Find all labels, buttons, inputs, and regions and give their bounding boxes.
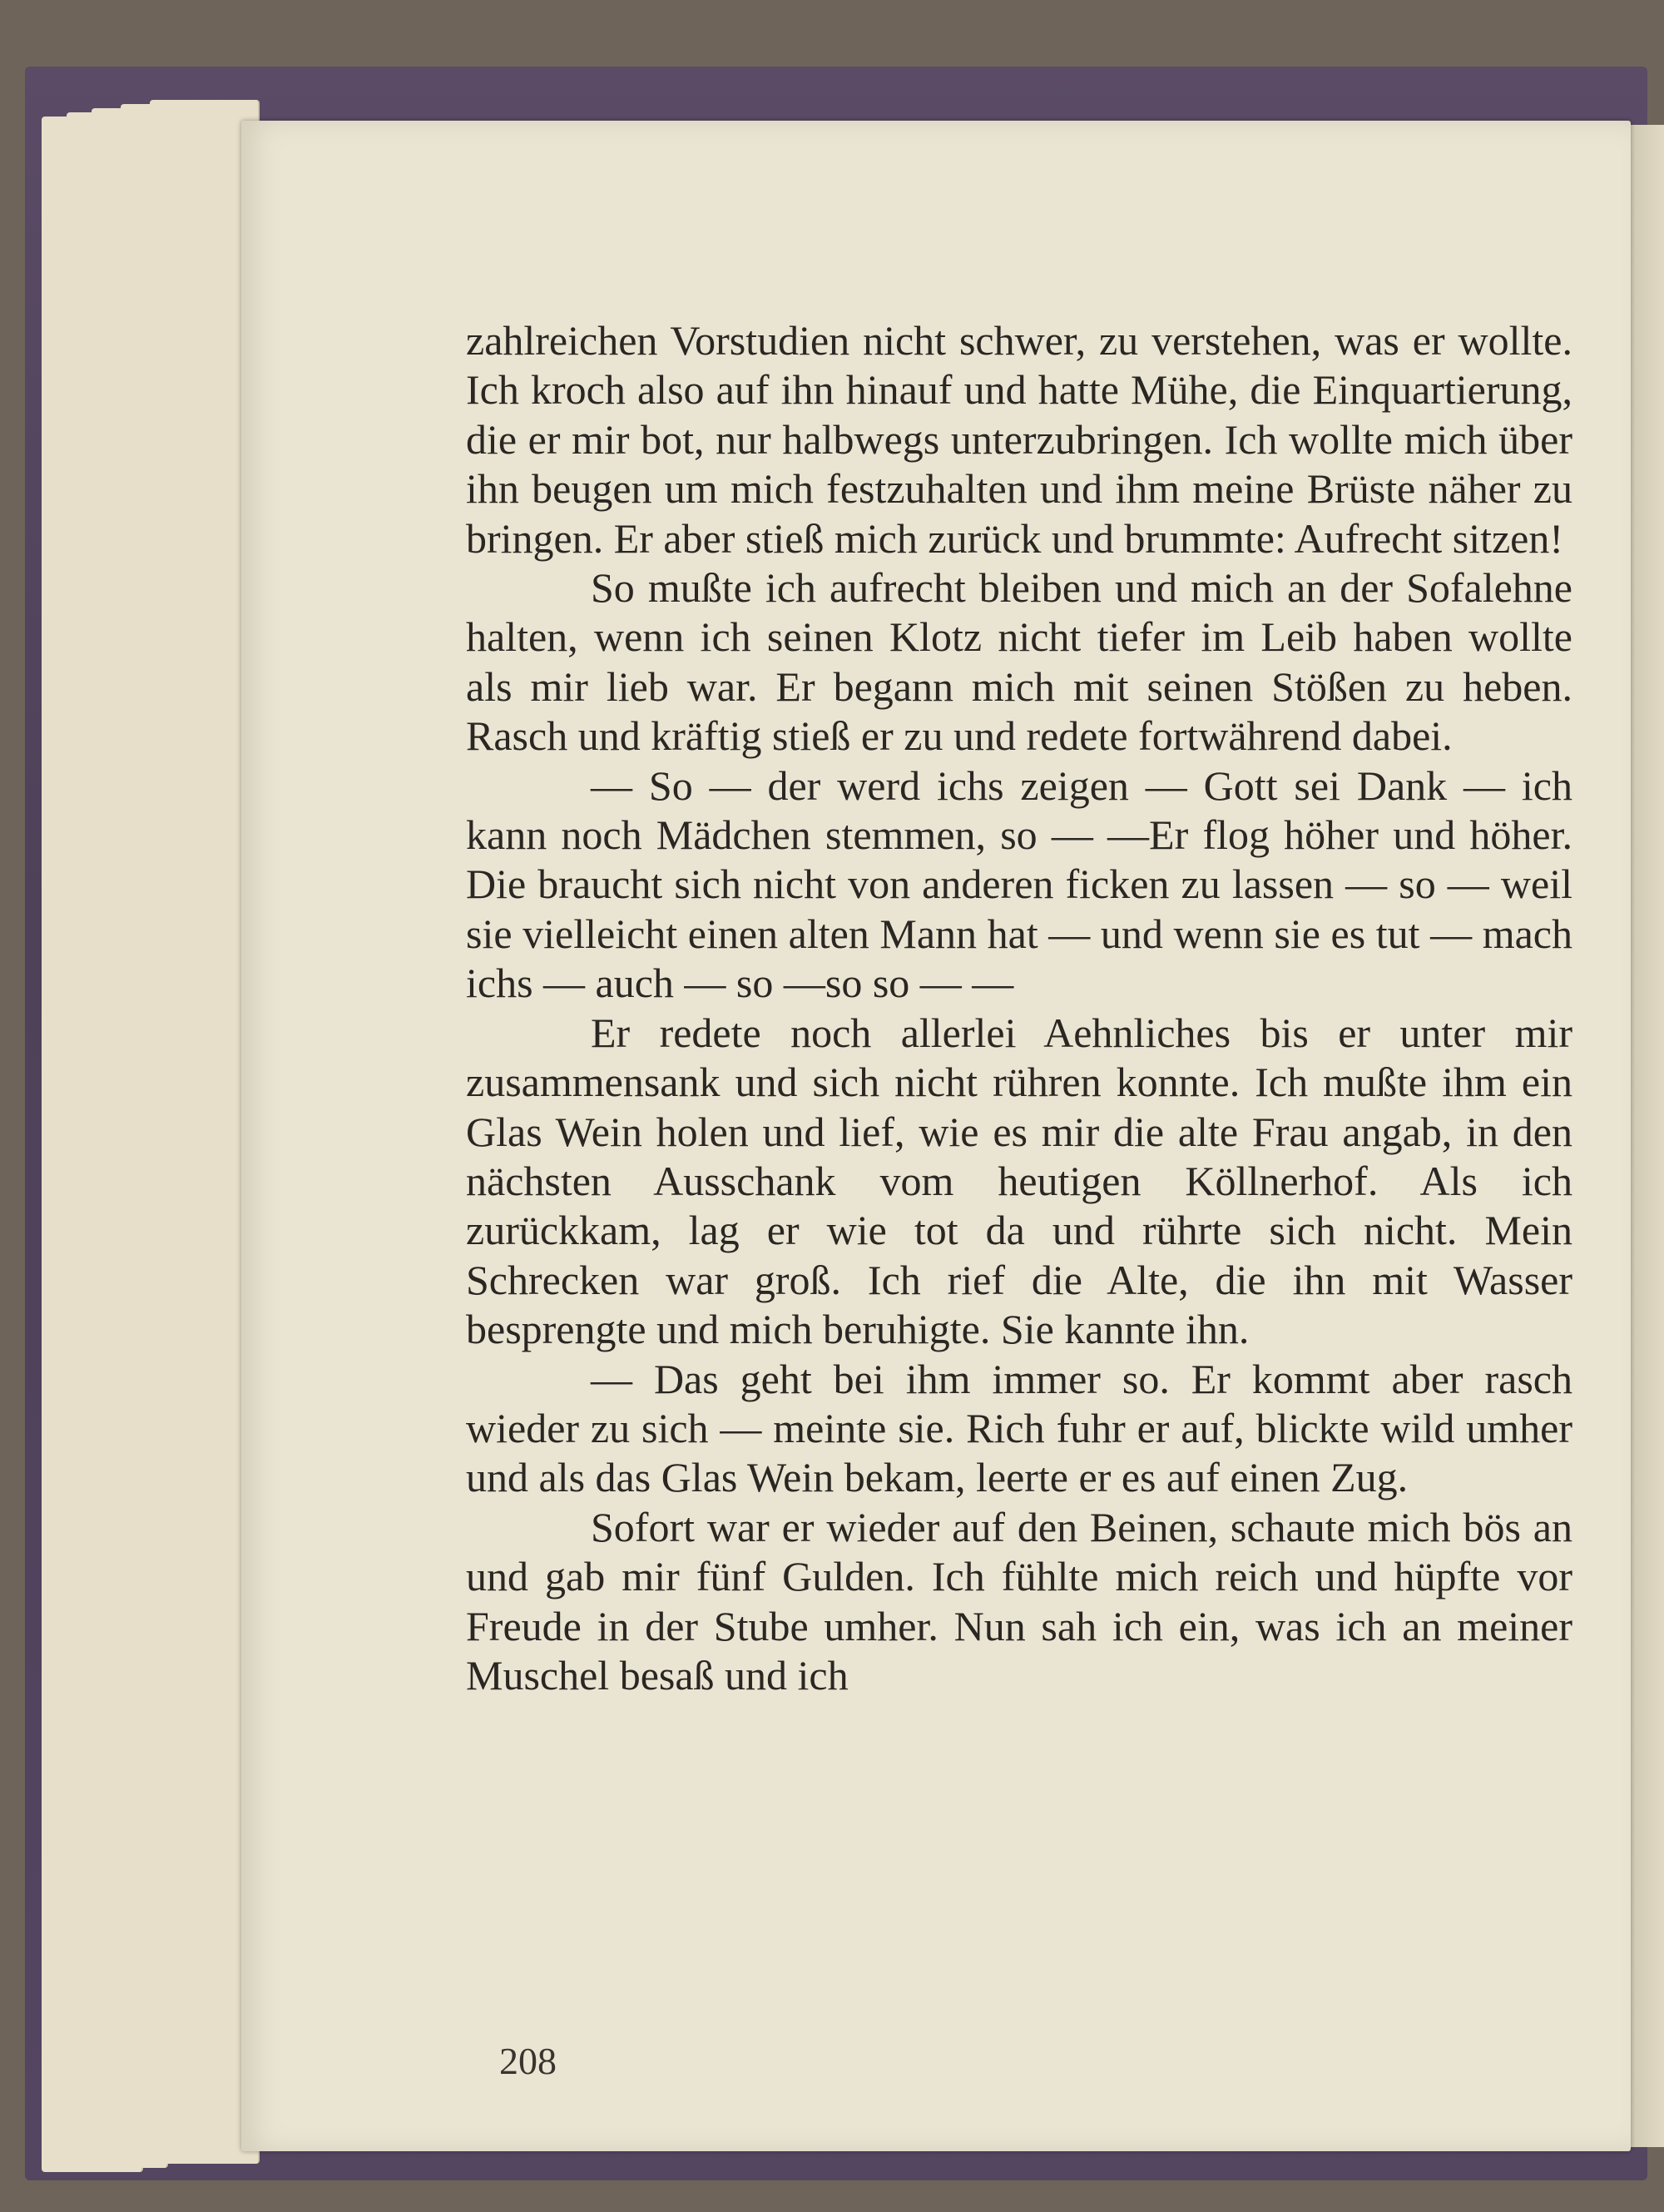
paragraph-4: Er redete noch allerlei Aehnliches bis er unter mir zusammensank und sich nicht rühren konnte. Ich mußte ihm ein Glas Wein holen und lief, wie es mir die alte Frau angab, in den nächsten Ausschank vom heutigen Köllnerhof. Als ich zurückkam, lag er wie tot da und rührte sich nicht. Mein Schrecken war groß. Ich rief die Alte, die ihn mit Wasser besprengte und mich beruhigte. Sie kannte ihn. bbox=[466, 1009, 1572, 1353]
page-number: 208 bbox=[499, 2040, 557, 2082]
opposite-page-edge bbox=[1627, 125, 1664, 2147]
paragraph-3: — So — der werd ichs zeigen — Gott sei Dank — ich kann noch Mädchen stemmen, so — —Er flog höher und höher. Die braucht sich nicht von anderen ficken zu lassen — so — weil sie vielleicht einen alten Mann hat — und wenn sie es tut — mach ichs — auch — so —so so — — bbox=[466, 761, 1572, 1007]
paragraph-1: zahlreichen Vorstudien nicht schwer, zu verstehen, was er wollte. Ich kroch also auf ihn hinauf und hatte Mühe, die Einquartierung, die er mir bot, nur halbwegs unterzubringen. Ich wollte mich über ihn beugen um mich festzuhalten und ihm meine Brüste näher zu bringen. Er aber stieß mich zurück und brummte: Aufrecht sitzen! bbox=[466, 317, 1572, 562]
paragraph-6: Sofort war er wieder auf den Beinen, schaute mich bös an und gab mir fünf Gulden. Ich fühlte mich reich und hüpfte vor Freude in der Stube umher. Nun sah ich ein, was ich an meiner Muschel besaß und ich bbox=[466, 1503, 1572, 1699]
paragraph-5: — Das geht bei ihm immer so. Er kommt aber rasch wieder zu sich — meinte sie. Rich fuhr er auf, blickte wild umher und als das Glas Wein bekam, leerte er es auf einen Zug. bbox=[466, 1355, 1572, 1501]
page-body-text bbox=[466, 316, 1572, 1700]
paragraph-2: So mußte ich aufrecht bleiben und mich an der Sofalehne halten, wenn ich seinen Klotz nicht tiefer im Leib haben wollte als mir lieb war. Er begann mich mit seinen Stößen zu heben. Rasch und kräftig stieß er zu und redete fortwährend dabei. bbox=[466, 564, 1572, 760]
